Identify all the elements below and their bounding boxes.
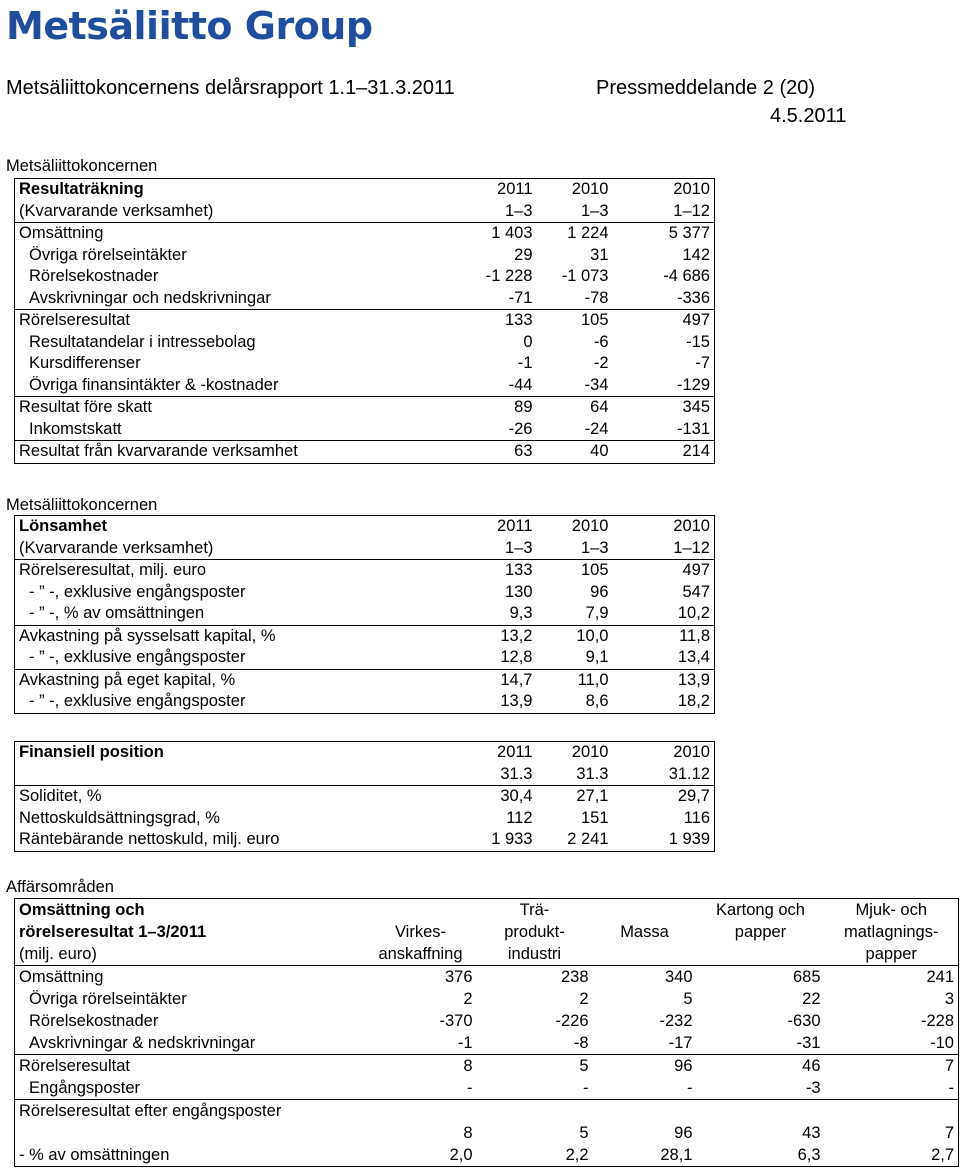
table-row	[15, 1100, 959, 1123]
cell: 2 241	[567, 830, 609, 848]
row-label: Rörelseresultat, milj. euro	[15, 560, 445, 582]
profitability-table	[14, 515, 715, 714]
col-period: 1–12	[673, 538, 710, 557]
cell: -1 073	[561, 267, 609, 285]
cell: 29	[514, 245, 533, 264]
cell: -	[583, 1079, 589, 1097]
col-header: Trä-	[519, 901, 550, 919]
cell: 340	[593, 966, 697, 989]
table-row	[15, 1055, 959, 1078]
cell: 105	[537, 560, 613, 582]
cell: 13,4	[677, 648, 710, 666]
col-header: Kartong och	[716, 901, 805, 919]
row-label: - ” -, exklusive engångsposter	[29, 692, 246, 710]
cell: 27,1	[537, 786, 613, 808]
cell: 214	[613, 441, 715, 464]
cell: -31	[796, 1034, 821, 1052]
cell: 238	[477, 966, 593, 989]
table-row	[15, 786, 715, 808]
row-label: Rörelsekostnader	[29, 267, 159, 285]
cell: 1 224	[537, 223, 613, 245]
profit-section-label: Metsäliittokoncernen	[6, 496, 158, 514]
cell: 133	[445, 310, 537, 332]
col-period: 1–3	[504, 201, 533, 220]
table-row	[15, 691, 715, 713]
cell: 63	[445, 441, 537, 464]
table-title: Finansiell position	[19, 743, 164, 761]
col-period: 1–3	[580, 538, 609, 557]
col-date: 31.12	[668, 764, 710, 783]
table-header-row	[15, 742, 715, 764]
table-row	[15, 647, 715, 669]
col-header	[593, 899, 697, 922]
cell: 43	[802, 1124, 821, 1142]
cell: -226	[555, 1012, 589, 1030]
cell: 8,6	[585, 692, 609, 710]
cell: -2	[593, 354, 609, 372]
row-label: Avskrivningar och nedskrivningar	[29, 288, 271, 307]
cell: 46	[697, 1055, 825, 1078]
table-header-row	[15, 538, 715, 560]
cell: -24	[584, 419, 609, 438]
cell: 685	[697, 966, 825, 989]
col-header: matlagnings-	[844, 923, 939, 941]
table-row	[15, 332, 715, 354]
cell: 5 377	[613, 223, 715, 245]
cell: 2,2	[565, 1146, 589, 1164]
cell: 11,0	[537, 669, 613, 691]
cell: 116	[683, 808, 710, 827]
col-year: 2011	[497, 180, 533, 198]
cell: 7	[825, 1055, 959, 1078]
cell: -1	[457, 1034, 473, 1052]
cell: -34	[584, 375, 609, 394]
cell: 89	[445, 397, 537, 419]
row-label: Övriga rörelseintäkter	[29, 990, 187, 1008]
table-header-row	[15, 764, 715, 786]
cell: -78	[584, 288, 609, 307]
cell: 96	[674, 1124, 693, 1142]
col-year: 2010	[673, 517, 710, 535]
row-label: - ” -, % av omsättningen	[29, 604, 205, 622]
cell: 142	[682, 245, 710, 264]
cell: 64	[537, 397, 613, 419]
cell	[825, 1100, 959, 1123]
cell	[477, 1100, 593, 1123]
cell: 2,0	[449, 1146, 473, 1164]
row-label: Resultat före skatt	[15, 397, 445, 419]
col-period: 1–3	[580, 201, 609, 220]
cell	[697, 1100, 825, 1123]
cell: 0	[523, 332, 533, 351]
cell: 9,3	[509, 604, 533, 622]
cell: 112	[506, 808, 533, 827]
cell	[365, 1100, 477, 1123]
cell: -6	[593, 332, 609, 351]
col-year: 2010	[571, 517, 609, 535]
cell: 7	[944, 1124, 954, 1142]
cell: -15	[686, 332, 710, 351]
table-row	[15, 1077, 959, 1100]
row-label: Soliditet, %	[15, 786, 445, 808]
row-label: Rörelseresultat efter engångsposter	[15, 1100, 365, 1123]
table-row	[15, 625, 715, 647]
report-title: Metsäliittokoncernens delårsrapport 1.1–31.3.2011	[6, 77, 455, 99]
col-year: 2010	[673, 743, 710, 761]
col-year: 2011	[497, 517, 533, 535]
cell: 31	[590, 245, 609, 264]
cell: 10,2	[677, 604, 710, 622]
table-row	[15, 966, 959, 989]
table-subtitle: (Kvarvarande verksamhet)	[19, 538, 214, 557]
cell: 2,7	[931, 1146, 954, 1164]
cell: 11,8	[613, 625, 715, 647]
table-title: Resultaträkning	[19, 180, 144, 198]
table-row	[15, 988, 959, 1010]
table-row	[15, 808, 715, 830]
table-row	[15, 1122, 959, 1144]
row-label: - ” -, exklusive engångsposter	[29, 648, 246, 666]
cell: 1 933	[491, 830, 533, 848]
cell: -71	[508, 288, 533, 307]
table-row	[15, 1010, 959, 1032]
cell: -232	[659, 1012, 693, 1030]
cell: 8	[463, 1124, 473, 1142]
cell: 133	[445, 560, 537, 582]
table-title: rörelseresultat 1–3/2011	[19, 923, 207, 941]
table-title: Lönsamhet	[19, 517, 108, 535]
cell: 151	[580, 808, 609, 827]
cell: -	[948, 1079, 954, 1097]
cell: 2	[579, 990, 589, 1008]
row-label: Räntebärande nettoskuld, milj. euro	[19, 830, 280, 848]
table-row	[15, 1032, 959, 1055]
row-label	[15, 1122, 365, 1144]
row-label: Engångsposter	[29, 1079, 140, 1097]
table-title: Omsättning och	[19, 901, 145, 919]
table-header-row	[15, 921, 959, 943]
press-release-label: Pressmeddelande 2 (20)	[596, 77, 816, 99]
cell: 1 403	[445, 223, 537, 245]
cell: 497	[613, 310, 715, 332]
col-header	[593, 943, 697, 966]
col-header: papper	[734, 923, 787, 941]
cell: -1 228	[485, 267, 533, 285]
col-header: Virkes-	[394, 923, 447, 941]
cell: -4 686	[663, 267, 710, 285]
cell: 241	[825, 966, 959, 989]
table-row	[15, 1144, 959, 1167]
row-label: Rörelsekostnader	[29, 1012, 159, 1030]
cell: -26	[508, 419, 533, 438]
cell: 40	[537, 441, 613, 464]
table-row	[15, 603, 715, 625]
cell: 5	[477, 1055, 593, 1078]
cell: 14,7	[445, 669, 537, 691]
row-label: Omsättning	[15, 966, 365, 989]
cell: 130	[504, 582, 533, 601]
col-year: 2010	[571, 743, 609, 761]
cell: 18,2	[677, 692, 710, 710]
col-header: anskaffning	[378, 945, 463, 963]
cell: -370	[439, 1012, 473, 1030]
row-label: Avkastning på eget kapital, %	[15, 669, 445, 691]
table-header-row	[15, 179, 715, 201]
table-row	[15, 375, 715, 397]
cell: -3	[805, 1079, 821, 1097]
cell: 7,9	[585, 604, 609, 622]
table-subtitle: (milj. euro)	[19, 945, 97, 963]
financial-position-table	[14, 741, 715, 852]
row-label: Inkomstskatt	[29, 419, 122, 438]
table-header-row	[15, 516, 715, 538]
cell: 105	[537, 310, 613, 332]
row-label: - % av omsättningen	[19, 1146, 170, 1164]
cell: 2	[463, 990, 473, 1008]
table-row	[15, 441, 715, 464]
row-label: Resultatandelar i intressebolag	[29, 332, 256, 351]
table-row	[15, 223, 715, 245]
table-row	[15, 288, 715, 310]
cell: 13,9	[500, 692, 533, 710]
col-year: 2010	[673, 180, 710, 198]
col-header	[697, 943, 825, 966]
table-row	[15, 397, 715, 419]
cell: 376	[365, 966, 477, 989]
col-header: papper	[865, 945, 917, 963]
cell: 10,0	[537, 625, 613, 647]
income-statement-table	[14, 178, 715, 464]
row-label: Kursdifferenser	[29, 354, 141, 372]
cell	[593, 1100, 697, 1123]
cell: -17	[668, 1034, 693, 1052]
cell: -44	[508, 375, 533, 394]
col-header	[365, 899, 477, 922]
cell: 28,1	[660, 1146, 693, 1164]
table-row	[15, 560, 715, 582]
table-header-row	[15, 201, 715, 223]
cell: -630	[787, 1012, 821, 1030]
col-year: 2011	[497, 743, 533, 761]
cell: 3	[944, 990, 954, 1008]
cell: -1	[517, 354, 533, 372]
cell: 497	[613, 560, 715, 582]
cell: 30,4	[445, 786, 537, 808]
cell: 12,8	[500, 648, 533, 666]
table-header-row	[15, 899, 959, 922]
cell: 96	[590, 582, 609, 601]
table-subtitle: (Kvarvarande verksamhet)	[19, 201, 214, 220]
cell: 547	[682, 582, 710, 601]
row-label: Övriga rörelseintäkter	[29, 245, 187, 264]
col-date: 31.3	[576, 764, 609, 783]
cell: -336	[676, 288, 710, 307]
row-label: Rörelseresultat	[15, 310, 445, 332]
row-label: Rörelseresultat	[15, 1055, 365, 1078]
empty-cell	[15, 764, 445, 786]
cell: -7	[695, 354, 710, 372]
table-row	[15, 245, 715, 267]
cell: 5	[579, 1124, 589, 1142]
row-label: Avkastning på sysselsatt kapital, %	[15, 625, 445, 647]
cell: -	[687, 1079, 693, 1097]
row-label: Övriga finansintäkter & -kostnader	[29, 375, 279, 394]
income-section-label: Metsäliittokoncernen	[6, 157, 158, 175]
col-header: Mjuk- och	[855, 901, 928, 919]
cell: 96	[593, 1055, 697, 1078]
row-label: - ” -, exklusive engångsposter	[29, 582, 246, 601]
cell: -	[467, 1079, 473, 1097]
segments-table	[14, 898, 959, 1167]
col-period: 1–3	[504, 538, 533, 557]
col-header: produkt-	[504, 923, 565, 941]
report-date: 4.5.2011	[770, 105, 847, 127]
cell: 13,9	[613, 669, 715, 691]
row-label: Omsättning	[15, 223, 445, 245]
row-label: Resultat från kvarvarande verksamhet	[15, 441, 445, 464]
table-row	[15, 310, 715, 332]
cell: 8	[365, 1055, 477, 1078]
cell: 13,2	[445, 625, 537, 647]
table-row	[15, 582, 715, 604]
metsaliitto-logo: Metsäliitto Group	[6, 4, 373, 48]
cell: 345	[613, 397, 715, 419]
cell: 22	[802, 990, 821, 1008]
row-label: Avskrivningar & nedskrivningar	[29, 1034, 256, 1052]
cell: 5	[683, 990, 693, 1008]
table-row	[15, 829, 715, 851]
col-year: 2010	[571, 180, 609, 198]
col-date: 31.3	[500, 764, 533, 783]
table-row	[15, 669, 715, 691]
table-row	[15, 353, 715, 375]
table-row	[15, 266, 715, 288]
cell: -228	[920, 1012, 954, 1030]
cell: -8	[573, 1034, 589, 1052]
cell: 29,7	[613, 786, 715, 808]
cell: -10	[930, 1034, 954, 1052]
col-header: Massa	[620, 923, 669, 941]
col-header: industri	[507, 945, 562, 963]
table-header-row	[15, 943, 959, 966]
cell: -131	[676, 419, 710, 438]
col-period: 1–12	[673, 201, 710, 220]
cell: 1 939	[668, 830, 710, 848]
segments-section-label: Affärsområden	[6, 878, 114, 896]
cell: 9,1	[585, 648, 609, 666]
row-label: Nettoskuldsättningsgrad, %	[19, 808, 220, 827]
cell: -129	[676, 375, 710, 394]
table-row	[15, 419, 715, 441]
cell: 6,3	[797, 1146, 821, 1164]
